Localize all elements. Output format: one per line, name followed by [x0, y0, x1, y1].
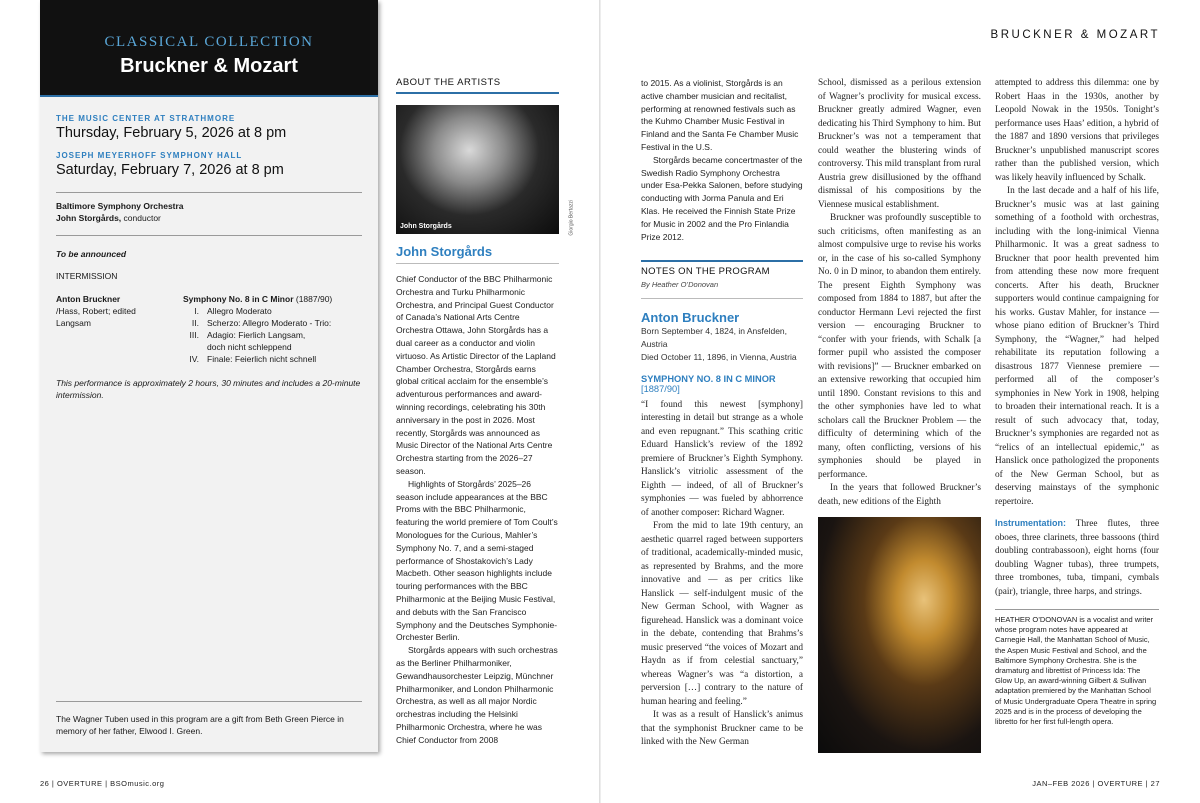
program-header: [40, 0, 378, 95]
work-title: Symphony No. 8 in C Minor (1887/90): [183, 294, 333, 304]
tba-label: To be announced: [56, 249, 127, 259]
movement-item: [183, 341, 332, 353]
about-heading: ABOUT THE ARTISTS: [396, 77, 559, 94]
photo-caption: John Storgårds: [400, 223, 452, 230]
notes-byline: By Heather O’Donovan: [641, 280, 803, 299]
bio-paragraph: to 2015. As a violinist, Storgårds is an active chamber musician and recitalist, performing at renowned festivals such as the Kuhmo Chamber Music Festival in Finland and the Santa Fe Chamber Music Festival in the U.S.: [641, 78, 799, 152]
movement-number: [183, 341, 199, 353]
work-edition: /Hass, Robert; edited: [56, 306, 136, 316]
movement-number: III.: [189, 330, 199, 340]
notes-paragraph: attempted to address this dilemma: one by Robert Haas in the 1930s, another by Leopold Nowak in the 1950s. Tonight’s performance uses Haas’ edition, a hybrid of the 1887 and 1890 versions that privileges Bruckner’s unpublished manuscript scores rather than the published version, which was likely heavily influenced by Schalk.: [995, 78, 1159, 183]
bio-paragraph: Storgårds became concertmaster of the Swedish Radio Symphony Orchestra under Esa-Pekka Salonen, before studying conducting with Jorma Panula and Eri Klas. He received the Finnish State Prize for Music in 2002 and the Pro Finlandia Prize 2012.: [641, 154, 803, 242]
program-work: [56, 293, 378, 365]
notes-column-3: [995, 77, 1159, 727]
venue-meyerhoff: JOSEPH MEYERHOFF SYMPHONY HALL: [56, 151, 243, 160]
bio-paragraph: Storgårds appears with such orchestras as the Berliner Philharmoniker, Gewandhausorchester Leipzig, Münchner Philharmoniker, and London Philharmonic Orchestra, as well as all major Nordic orchestras including the Helsinki Philharmonic Orchestra, where he was Chief Conductor from 2008: [396, 645, 558, 745]
work-composer: Anton Bruckner: [56, 294, 121, 304]
notes-text: [818, 77, 981, 509]
movement-number: I.: [194, 306, 199, 316]
header-accent-bar: [40, 95, 378, 97]
conductor-name: John Storgårds,: [56, 213, 122, 223]
notes-paragraph: In the years that followed Bruckner’s death, new editions of the Eighth: [818, 483, 981, 507]
notes-paragraph: In the last decade and a half of his life, Bruckner’s music was at last gaining something of a foothold with orchestras, including with the long-inimical Vienna Philharmonic. It was a great sadness to Bruckner that poor health prevented him from attending these now more frequent concerts. After his death, Bruckner supporters would continue campaigning for his works. Gustav Mahler, for instance — whose piano edition of Bruckner’s Third Symphony, the “Wagner,” had helped rehabilitate its reputation following a disastrous 1877 Viennese premiere — performed all of the composer’s symphonies in New York in 1908, helping to broaden their international reach. It is a result of such advocacy that, today, Bruckner’s symphonies are regarded not as “relics of an intellectual epidemic,” as Hanslick once pathologized the proponents of the New German School, but as deserving mainstays of the symphonic repertoire.: [995, 186, 1159, 507]
composer-died: Died October 11, 1896, in Vienna, Austria: [641, 351, 797, 362]
notes-paragraph: Bruckner was profoundly susceptible to such criticisms, often manifesting as an almost compulsive urge to revise his works or, in the case of his so-called Symphony No. 0 in D minor, to abandon them entirely. The present Eighth Symphony was composed from 1884 to 1887, but after the conductor Hermann Levi rejected the first version — encouraging Bruckner to “confer with your friends, with Schalk [a former pupil who assisted the composer with revisions]” — Bruckner embarked on an extensive reworking that occupied him until 1890. Constant revisions to this and the other symphonies have led to what scholars call the Bruckner Problem — the difficulty of determining which of the many, often conflicting, versions of his symphonies should be played in performance.: [818, 213, 981, 480]
movement-item: [183, 353, 332, 365]
movement-title: Finale: Feierlich nicht schnell: [207, 354, 317, 364]
notes-heading: NOTES ON THE PROGRAM: [641, 260, 803, 277]
movement-item: [183, 305, 332, 317]
instrumentation-text: Three flutes, three oboes, three clarinets, three bassoons (third doubling contrabassoon), eight horns (four doubling Wagner tubas), three trumpets, three trombones, tuba, timpani, cymbals (pair), triangle, three harps, and strings.: [995, 519, 1159, 597]
movement-title: Scherzo: Allegro Moderato - Trio:: [207, 318, 332, 328]
artist-bio-continued: [641, 77, 803, 243]
notes-paragraph: “I found this newest [symphony] interesting in detail but strange as a whole and even repugnant.” This scathing critic Eduard Hanslick’s review of the 1892 premiere of Bruckner’s Eighth Symphony. Hanslick’s vitriolic assessment of the Eighth — indeed, of all of Bruckner’s symphonies — was fueled by abhorrence of another composer: Richard Wagner.: [641, 399, 803, 518]
gift-note: The Wagner Tuben used in this program are a gift from Beth Green Pierce in memory of her father, Elwood I. Green.: [56, 714, 344, 736]
bio-paragraph: Highlights of Storgårds’ 2025–26 season include appearances at the BBC Proms with the BBC Philharmonic, featuring the world premiere of Tom Coult’s Monologues for the Curious, Mahler’s Symphony No. 7, and a semi-staged performance of Shostakovich’s Lady Macbeth. Other season highlights include touring performances with the BBC Philharmonic at the Beijing Music Festival, and debuts with the San Francisco Symphony and the Deutsches Symphonie-Orchester Berlin.: [396, 478, 558, 643]
divider: [56, 235, 362, 236]
movement-title: Allegro Moderato: [207, 306, 272, 316]
notes-column-2: [818, 77, 981, 509]
notes-paragraph: From the mid to late 19th century, an aesthetic quarrel raged between supporters of traditional, academically-minded music, as represented by Brahms, and the more innovative and — as per critics like Hanslick — self-indulgent music of the New German School, with Wagner as figurehead. Hanslick was a dominant voice in the debate, contending that Brahms’s music preserved “the voices of Mozart and Haydn as if from celestial sanctuary,” whereas Wagner’s was “a distortion, a perversion […] contrary to the nature of human hearing and feeling.”: [641, 521, 803, 707]
instrumentation-label: Instrumentation:: [995, 518, 1066, 528]
movement-title: doch nicht schleppend: [207, 342, 292, 352]
divider: [56, 701, 362, 702]
notes-work-year: [1887/90]: [641, 383, 680, 394]
artist-name: John Storgårds: [396, 244, 559, 264]
notes-paragraph: It was as a result of Hanslick’s animus that the symphonist Bruckner came to be linked with the New German: [641, 710, 803, 748]
bio-paragraph: Chief Conductor of the BBC Philharmonic Orchestra and Turku Philharmonic Orchestra, and Principal Guest Conductor of Canada’s National Arts Centre Orchestra Ottawa, John Storgårds has a dual career as a conductor and violin virtuoso. As Artistic Director of the Lapland Chamber Orchestra, Storgårds earns global critical acclaim for the ensemble’s adventurous performances and award-winning recordings, celebrating his 30th anniversary in the post in 2026. Most recently, Storgårds was announced as Music Director of the National Arts Centre Orchestra starting from the 2026–27 season.: [396, 274, 556, 476]
photo-credit: Giorgio Bertazzi: [569, 200, 575, 236]
work-edition-2: Langsam: [56, 318, 91, 328]
artist-bio: [396, 273, 559, 746]
movement-item: [183, 329, 332, 341]
author-bio: HEATHER O’DONOVAN is a vocalist and writer whose program notes have appeared at Carnegie Hall, the Manhattan School of Music, the Aspen Music Festival and School, and the Baltimore Symphony Orchestra. She is the dramaturg and librettist of Princess Ida: The Glow Up, an award-winning Gilbert & Sullivan adaptation premiered by the Manhattan School of Music Undergraduate Opera Theatre in spring 2025 and is in the process of developing the libretto for her first full-length opera.: [995, 609, 1159, 727]
movement-item: [183, 317, 332, 329]
notes-text: [641, 399, 803, 750]
notes-text: [995, 77, 1159, 599]
footer-left: 26 | OVERTURE | BSOmusic.org: [40, 779, 165, 788]
intermission-label: INTERMISSION: [56, 271, 118, 281]
concert-title: Bruckner & Mozart: [120, 55, 298, 77]
running-head: BRUCKNER & MOZART: [990, 29, 1160, 41]
conductor-photo: [396, 105, 575, 236]
trombonist-photo: [818, 517, 981, 753]
movement-number: IV.: [189, 354, 199, 364]
date-strathmore: Thursday, February 5, 2026 at 8 pm: [56, 125, 287, 141]
notes-column-1: [641, 77, 803, 750]
movement-number: II.: [191, 318, 199, 328]
divider: [56, 192, 362, 193]
date-meyerhoff: Saturday, February 7, 2026 at 8 pm: [56, 162, 284, 178]
footer-right: JAN–FEB 2026 | OVERTURE | 27: [1032, 779, 1160, 788]
series-title: CLASSICAL COLLECTION: [104, 34, 314, 50]
venue-strathmore: THE MUSIC CENTER AT STRATHMORE: [56, 114, 236, 123]
conductor-line: [56, 212, 362, 224]
movement-list: [183, 305, 332, 365]
movement-title: Adagio: Fierlich Langsam,: [207, 330, 306, 340]
orchestra-name: Baltimore Symphony Orchestra: [56, 201, 184, 211]
about-artists-column: [396, 77, 575, 746]
program-box: [40, 0, 378, 752]
conductor-role: conductor: [121, 213, 161, 223]
page-gutter: [599, 0, 601, 803]
notes-paragraph: School, dismissed as a perilous extension of Wagner’s proclivity for musical excess. Bruckner greatly admired Wagner, even dedicating his Third Symphony to him. But Bruckner’s was not a temperament that could weather the blustering winds of controversy. This mild transplant from rural Austria grew disillusioned by the offhand dismissal of his compositions by the Viennese musical establishment.: [818, 78, 981, 210]
composer-name: Anton Bruckner: [641, 310, 740, 326]
duration-note: This performance is approximately 2 hours, 30 minutes and includes a 20-minute intermission.: [56, 378, 361, 400]
instrumentation: [995, 517, 1159, 599]
composer-born: Born September 4, 1824, in Ansfelden, Austria: [641, 326, 788, 350]
notes-work-title: SYMPHONY NO. 8 IN C MINOR: [641, 373, 776, 384]
